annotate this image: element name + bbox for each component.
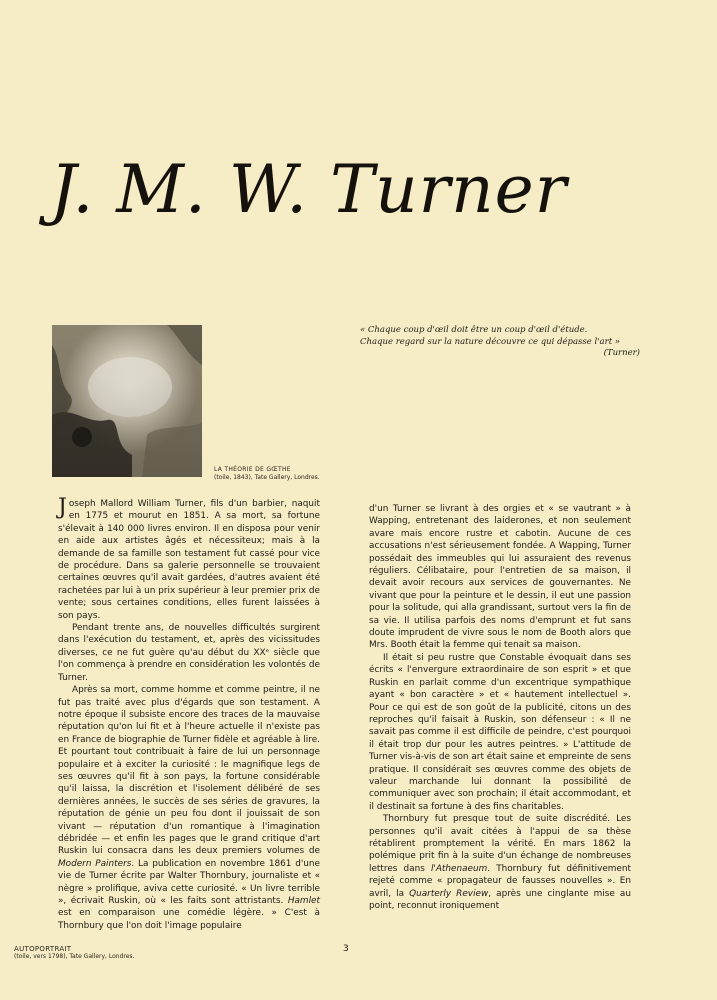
- epigraph-line: « Chaque coup d'œil doit être un coup d'œil d'étude.: [360, 325, 588, 335]
- painting-caption-title: LA THÉORIE DE GŒTHE: [214, 466, 291, 473]
- painting-reproduction: [52, 325, 202, 477]
- text-column-right: [369, 503, 631, 912]
- paragraph-text: Après sa mort, comme homme et comme peintre, il ne fut pas traité avec plus d'égards que son testament. A notre époque il subsiste encore des traces de la mauvaise réputation qu'on lui fit et à l'heure actuelle il n'existe pas en France de biographie de Turner fidèle et agréable à lire. Et pourtant tout contribuait à faire de lui un personnage populaire et à exciter la curiosité : le magnifique legs de ses œuvres qu'il fit à son pays, la fortune considérable qu'il laissa, la discrétion et l'isolement délibéré de ses dernières années, le succès de ses séries de gravures, la réputation de génie un peu fou dont il jouissait de son vivant — réputation d'un romantique à l'imagination débridée — et enfin les pages que le grand critique d'art Ruskin lui consacra dans les deux premiers volumes de: [58, 685, 320, 857]
- epigraph-attribution: (Turner): [603, 348, 640, 358]
- paragraph: [58, 684, 320, 932]
- journal-title: Quarterly Review: [409, 888, 489, 899]
- epigraph-quote: [360, 325, 640, 360]
- page-number: 3: [343, 944, 349, 954]
- painting-caption-detail: (toile, 1843), Tate Gallery, Londres.: [214, 474, 320, 481]
- paragraph: [369, 813, 631, 912]
- painting-image: [52, 325, 202, 477]
- paragraph: Pendant trente ans, de nouvelles difficultés surgirent dans l'exécution du testament, et, après des vicissitudes diverses, ce ne fut guère qu'au début du XXᵉ siècle que l'on commença à prendre en considération les volontés de Turner.: [58, 623, 320, 683]
- epigraph-line: Chaque regard sur la nature découvre ce qui dépasse l'art »: [360, 336, 621, 347]
- paragraph-text: oseph Mallord William Turner, fils d'un barbier, naquit en 1775 et mourut en 1851. A sa mort, sa fortune s'élevait à 140 000 livres environ. Il en disposa pour venir en aide aux artistes âgés et nécessiteux; mais à la demande de sa famille son testament fut cassé pour vice de procédure. Dans sa galerie personnelle se trouvaient certaines œuvres qu'il avait gardées, d'autres avaient été rachetées par lui à un prix supérieur à leur premier prix de vente; sous certaines conditions, elles furent laissées à son pays.: [58, 499, 320, 621]
- paragraph-text: . La publication en novembre 1861 d'une vie de Turner écrite par Walter Thornbury, journaliste et « nègre » prolifique, aviva cette curiosité. « Un livre terrible », écrivait Ruskin, où « les faits sont attristants.: [58, 858, 321, 906]
- footer-caption: [14, 945, 214, 961]
- text-column-left: [58, 495, 321, 932]
- book-title: Modern Painters: [58, 858, 132, 869]
- paragraph-text: , après une cinglante mise au point, reconnut ironiquement: [369, 888, 631, 911]
- paragraph: [58, 495, 320, 622]
- paragraph-text: Thornbury fut presque tout de suite discrédité. Les personnes qu'il avait citées à l'appui de sa thèse rétablirent promptement la vérité. En mars 1862 la polémique prit fin à la suite d'un échange de nombreuses lettres dans: [369, 814, 631, 874]
- painting-caption: [214, 466, 384, 482]
- play-title: Hamlet: [287, 896, 320, 906]
- paragraph-text: . Thornbury fut définitivement rejeté comme « propagateur de fausses nouvelles ». En avril, la: [369, 863, 631, 899]
- journal-title: l'Athenaeum: [430, 863, 488, 874]
- footer-caption-title: AUTOPORTRAIT: [14, 945, 72, 953]
- paragraph: Il était si peu rustre que Constable évoquait dans ses écrits « l'envergure extraordinaire de son esprit » et que Ruskin en parlait comme d'un excentrique sympathique ayant « bon caractère » et « hautement intellectuel ». Pour ce qui est de son goût de la publicité, citons un des reproches qu'il faisait à Ruskin, son défenseur : « Il ne savait pas comme il est difficile de peindre, c'est pourquoi il était trop dur pour les autres peintres. » L'attitude de Turner vis-à-vis de son art était saine et empreinte de sens pratique. Il considérait ses œuvres comme des objets de valeur marchande lui donnant la possibilité de communiquer avec son prochain; il était accommodant, et il destinait sa fortune à des fins charitables.: [369, 652, 631, 812]
- paragraph-text: est en comparaison une comédie légère. » C'est à Thornbury que l'on doit l'image populaire: [58, 908, 320, 931]
- paragraph: d'un Turner se livrant à des orgies et « se vautrant » à Wapping, entretenant des laiderones, et non seulement avare mais encore rustre et cabotin. Aucune de ces accusations n'est sérieusement fondée. A Wapping, Turner possédait des immeubles qui lui assuraient des revenus réguliers. Célibataire, pour l'entretien de sa maison, il devait avoir recours aux services de gouvernantes. Ne vivant que pour la peinture et le dessin, il eut une passion pour la solitude, qui alla grandissant, surtout vers la fin de sa vie. Il utilisa parfois des noms d'emprunt et fut sans doute imprudent de vivre sous le nom de Booth alors que Mrs. Booth était la femme qui tenait sa maison.: [369, 504, 631, 651]
- page-title: J. M. W. Turner: [50, 151, 568, 228]
- footer-caption-detail: (toile, vers 1798), Tate Gallery, Londres.: [14, 953, 135, 960]
- drop-cap: J: [58, 495, 67, 520]
